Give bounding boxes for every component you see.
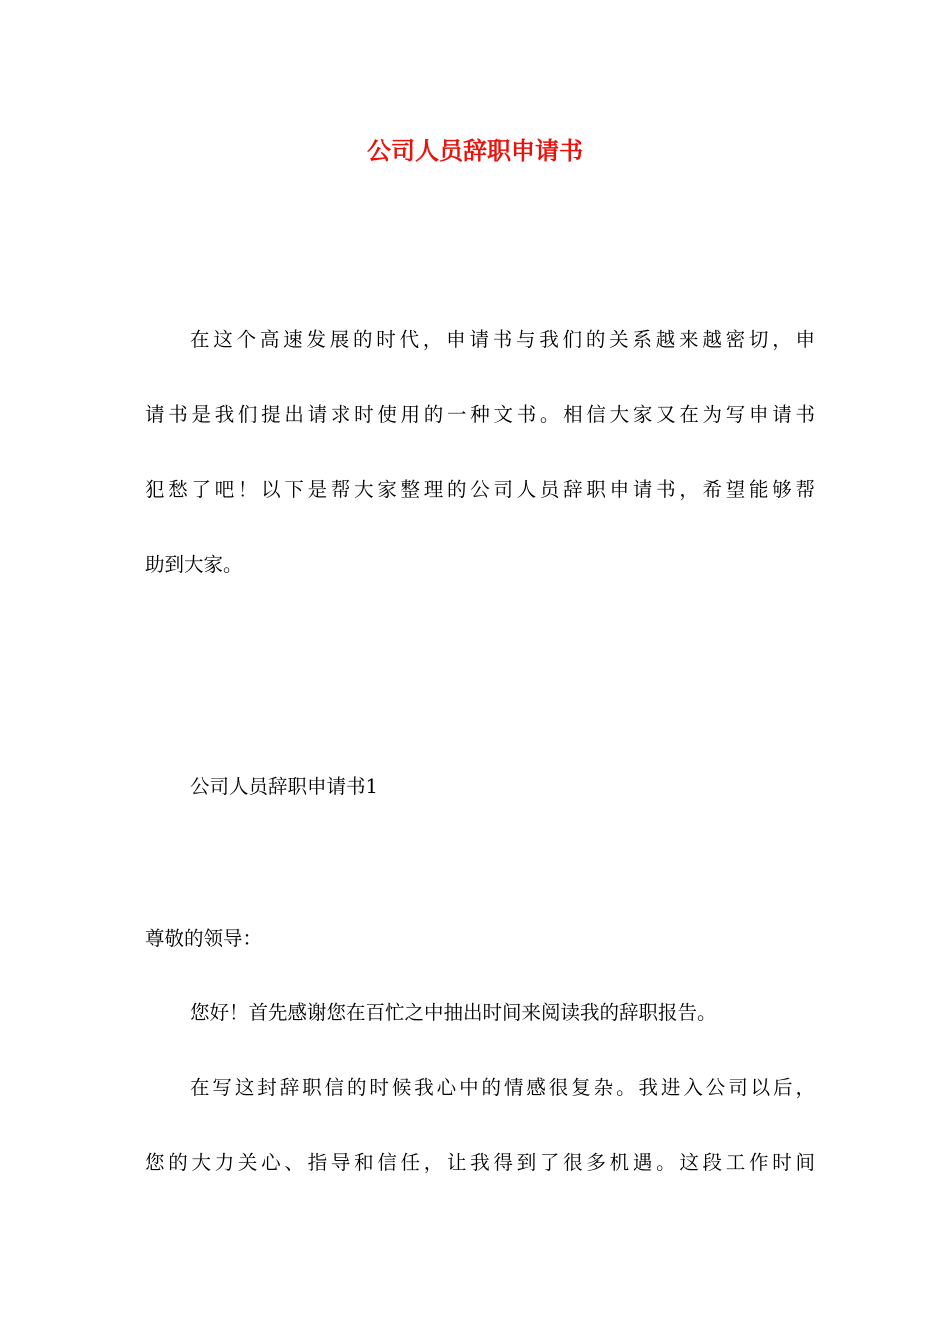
body-line-1: 在写这封辞职信的时候我心中的情感很复杂。我进入公司以后， [190, 1076, 815, 1099]
body-line-2: 您的大力关心、指导和信任，让我得到了很多机遇。这段工作时间 [145, 1151, 815, 1174]
section-heading: 公司人员辞职申请书1 [190, 775, 378, 798]
intro-line-1: 在这个高速发展的时代，申请书与我们的关系越来越密切，申 [190, 328, 815, 351]
intro-line-4: 助到大家。 [145, 553, 243, 576]
document-title: 公司人员辞职申请书 [367, 136, 583, 165]
intro-line-2: 请书是我们提出请求时使用的一种文书。相信大家又在为写申请书 [145, 403, 815, 426]
greeting-line: 您好！首先感谢您在百忙之中抽出时间来阅读我的辞职报告。 [190, 1001, 717, 1024]
intro-line-3: 犯愁了吧！以下是帮大家整理的公司人员辞职申请书，希望能够帮 [145, 478, 815, 501]
salutation: 尊敬的领导： [145, 927, 263, 950]
